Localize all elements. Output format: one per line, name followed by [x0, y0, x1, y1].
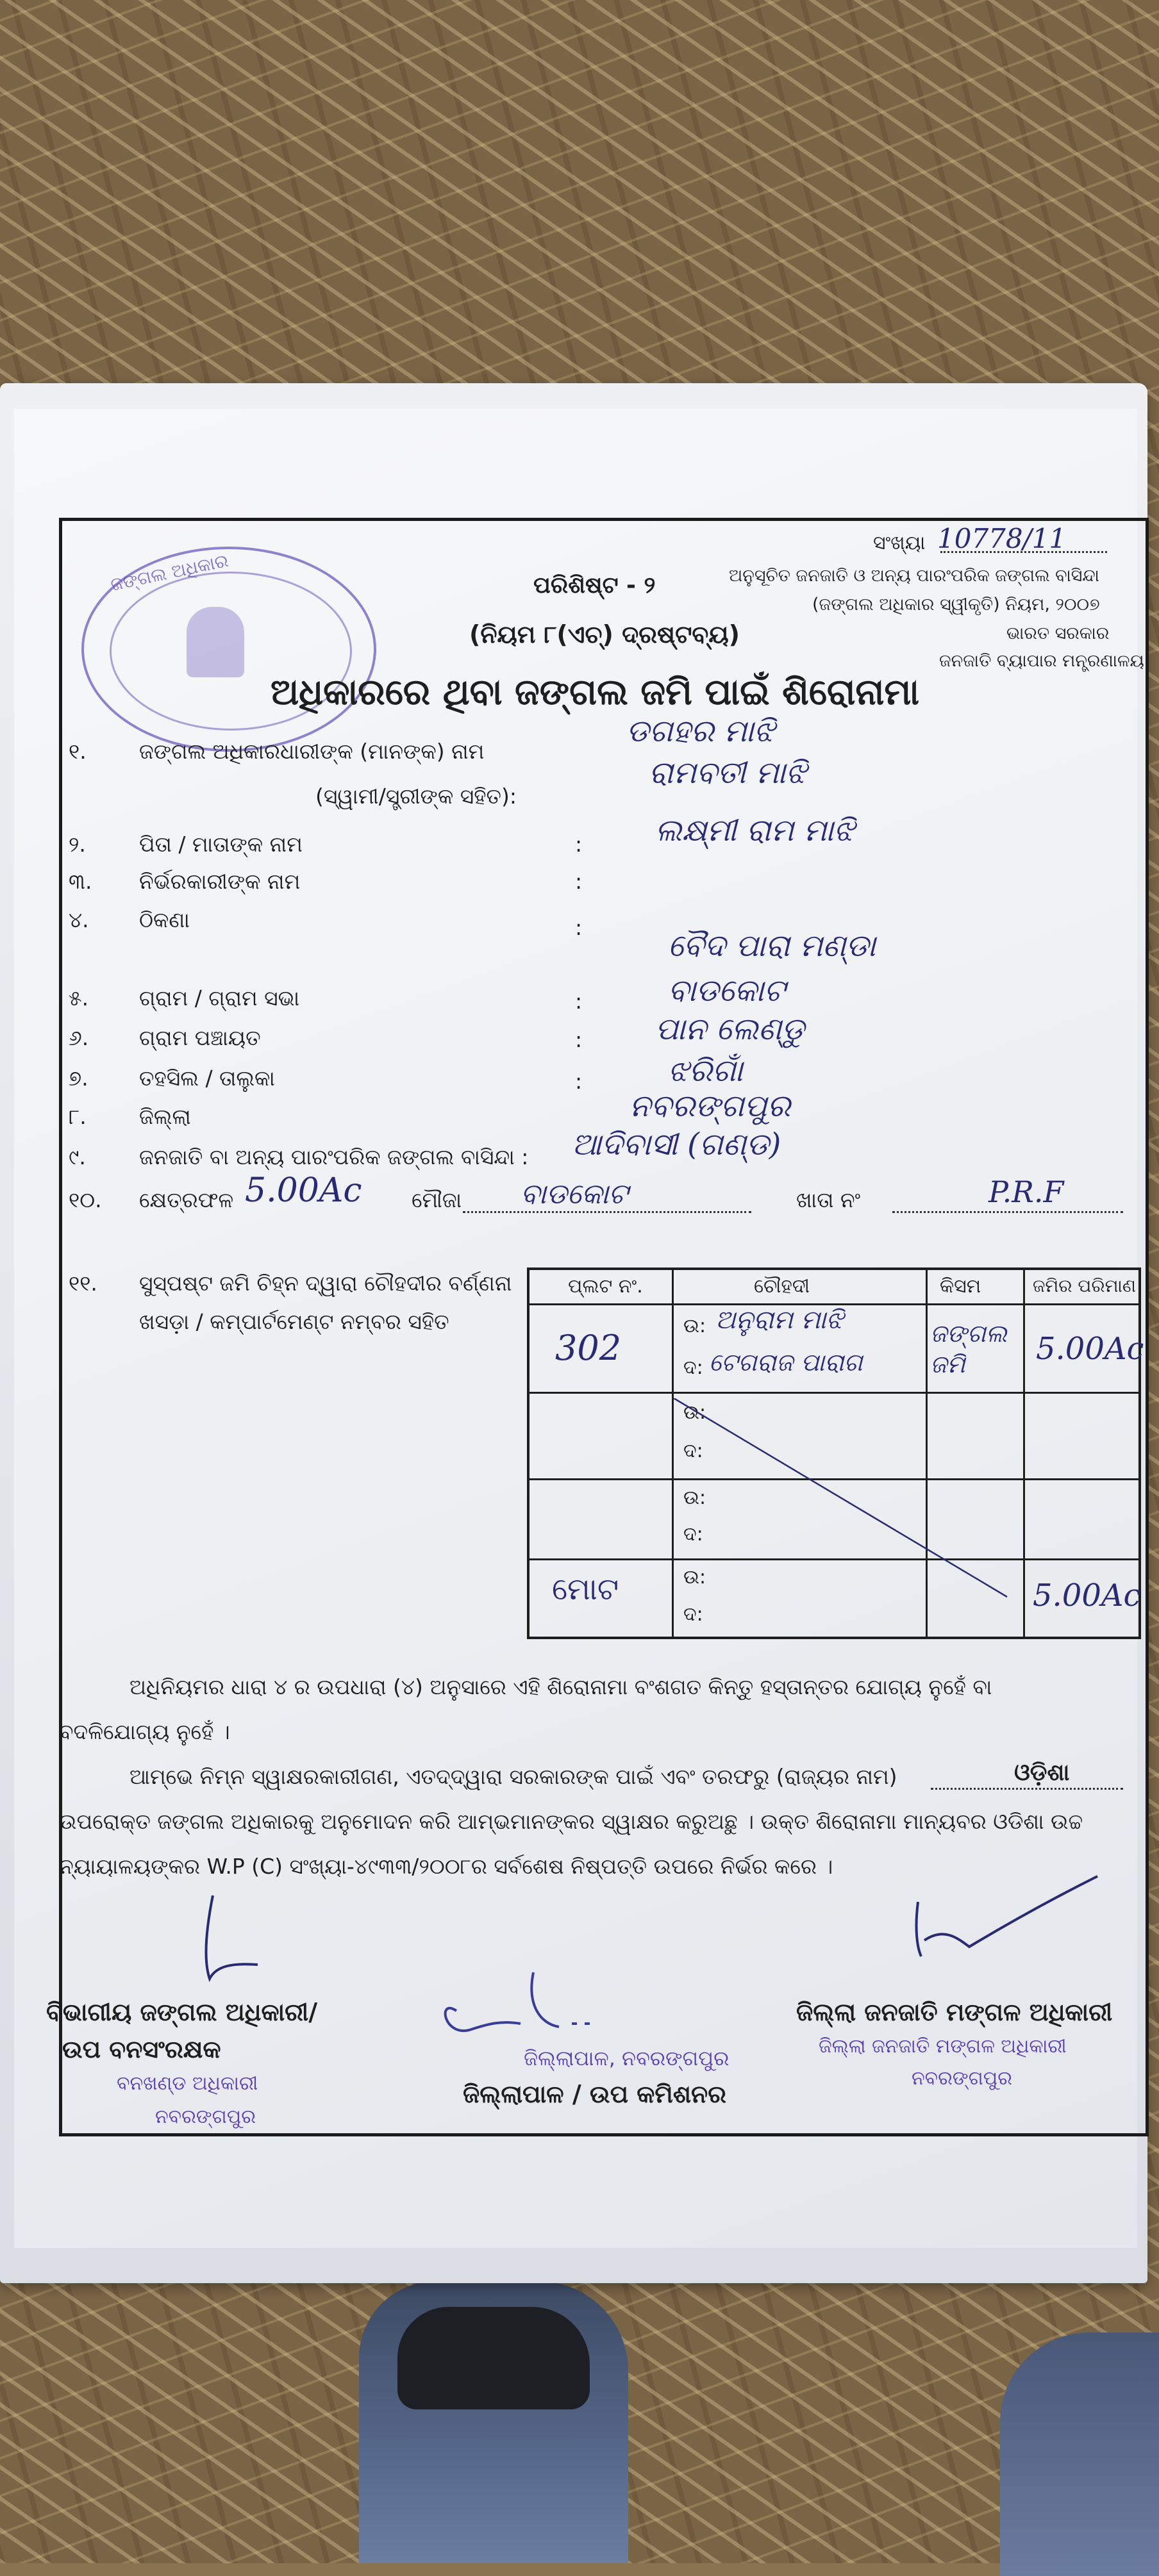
header-right-line-1: ଅନୁସୂଚିତ ଜନଜାତି ଓ ଅନ୍ୟ ପାରଂପରିକ ଜଙ୍ଗଲ ବାସିନ୍ଦା [729, 566, 1099, 586]
table-header-plot: ପ୍ଲଟ ନଂ. [568, 1275, 643, 1298]
table-row-2-d-label: ଦ: [683, 1440, 703, 1462]
field-2-value: ଲକ୍ଷ୍ମୀ ରାମ ମାଝି [655, 813, 855, 848]
table-row-1-d-label: ଦ: [683, 1357, 703, 1379]
para-1-line-2: ବଦଳିଯୋଗ୍ୟ ନୁହେଁ । [59, 1719, 230, 1744]
mouza-value: ବାଡକୋଟ [521, 1178, 628, 1210]
field-7-label: ତହସିଲ / ତାଲୁକା [139, 1066, 275, 1091]
table-header-kisam: କିସମ [940, 1275, 981, 1298]
field-8-label: ଜିଲ୍ଲା [139, 1104, 191, 1129]
field-6-label: ଗ୍ରାମ ପଞ୍ଚାୟତ [139, 1025, 261, 1050]
field-4-value: ବୈଦ ପାରା ମଣ୍ଡା [668, 928, 876, 964]
right-stamp-line-1: ଜିଲ୍ଲା ଜନଜାତି ମଙ୍ଗଳ ଅଧିକାରୀ [819, 2035, 1067, 2058]
header-right-line-2: (ଜଙ୍ଗଲ ଅଧିକାର ସ୍ୱୀକୃତି) ନିୟମ, ୨୦୦୭ [812, 595, 1100, 615]
table-row-2-u-label: ଉ: [683, 1401, 706, 1424]
state-name: ଓଡ଼ିଶା [1014, 1760, 1070, 1786]
certificate-paper [14, 409, 1144, 2248]
left-stamp-line-2: ନବରଙ୍ଗପୁର [155, 2106, 256, 2128]
right-stamp-line-2: ନବରଙ୍ଗପୁର [912, 2067, 1012, 2090]
table-row-1-plot: 302 [555, 1328, 622, 1368]
para-2-line-1: ଆମ୍ଭେ ନିମ୍ନ ସ୍ୱାକ୍ଷରକାରୀଗଣ, ଏତଦ୍‌ଦ୍ୱାରା ସରକାରଙ୍କ ପାଇଁ ଏବଂ ତରଫରୁ (ରାଜ୍ୟର ନାମ) [129, 1764, 897, 1789]
left-stamp-line-1: ବନଖଣ୍ଡ ଅଧିକାରୀ [117, 2072, 258, 2095]
sankhya-label: ସଂଖ୍ୟା [873, 532, 926, 554]
field-6-num: ୬. [69, 1025, 89, 1050]
mouza-label: ମୌଜା [412, 1187, 462, 1212]
field-5-num: ୫. [69, 986, 89, 1011]
document-title: ଅଧିକାରରେ ଥିବା ଜଙ୍ଗଲ ଜମି ପାଇଁ ଶିରୋନାମା [271, 672, 920, 713]
field-5-value: ବାଡକୋଟ [668, 973, 785, 1009]
field-4-num: ୪. [69, 907, 89, 932]
table-row-1-kisam: ଜଙ୍ଗଲ ଜମି [930, 1319, 1007, 1378]
field-1-num: ୧. [69, 739, 87, 764]
table-row-3-d-label: ଦ: [683, 1523, 703, 1546]
field-1b-value: ରାମବତୀ ମାଝି [649, 755, 807, 791]
boot-left [359, 2281, 628, 2563]
field-8-num: ୮. [69, 1104, 87, 1129]
table-total-area: 5.00Ac [1033, 1578, 1141, 1614]
area-value: 5.00Ac [245, 1171, 362, 1210]
field-9-value: ଆଦିବାସୀ (ଗଣ୍ଡ) [572, 1127, 781, 1162]
field-1b-label: (ସ୍ୱାମୀ/ସ୍ତ୍ରୀଙ୍କ ସହିତ): [315, 784, 517, 809]
stamp-text: ଜଙ୍ଗଲ ଅଧିକାର [108, 549, 230, 596]
field-3-label: ନିର୍ଭରକାରୀଙ୍କ ନାମ [139, 869, 301, 894]
field-6-colon: : [575, 1027, 583, 1052]
annexure-label: ପରିଶିଷ୍ଟ - ୨ [533, 572, 656, 599]
table-row-4-u-label: ଉ: [683, 1566, 706, 1589]
middle-stamp-text: ଜିଲ୍ଲାପାଳ, ନବରଙ୍ଗପୁର [524, 2046, 730, 2070]
left-signatory-title-1: ବିଭାଗୀୟ ଜଙ୍ଗଲ ଅଧିକାରୀ/ [46, 1998, 318, 2026]
sankhya-value: 10778/11 [937, 523, 1067, 554]
field-7-colon: : [575, 1069, 583, 1094]
table-row-4-d-label: ଦ: [683, 1603, 703, 1626]
boot-right [1000, 2332, 1159, 2576]
field-3-colon: : [575, 869, 583, 894]
table-row-1-area: 5.00Ac [1036, 1331, 1144, 1367]
table-row-1-u: ଅନୁରାମ ମାଝି [715, 1305, 844, 1335]
table-header-area: ଜମିର ପରିମାଣ [1033, 1275, 1137, 1296]
boundary-num: ୧୧. [69, 1271, 97, 1296]
header-right-line-4: ଜନଜାତି ବ୍ୟାପାର ମନ୍ତ୍ରଣାଳୟ [939, 651, 1144, 671]
field-1-value: ଡଗହର ମାଝି [626, 713, 775, 749]
para-2-line-3: ନ୍ୟାୟାଳୟଙ୍କର W.P (C) ସଂଖ୍ୟା-୪୯୩୩/୨୦୦୮ର ସର୍ବଶେଷ ନିଷ୍ପତ୍ତି ଉପରେ ନିର୍ଭର କରେ । [59, 1854, 833, 1879]
field-3-num: ୩. [69, 869, 92, 894]
para-2-line-2: ଉପରୋକ୍ତ ଜଙ୍ଗଲ ଅଧିକାରକୁ ଅନୁମୋଦନ କରି ଆମ୍ଭମାନଙ୍କର ସ୍ୱାକ୍ଷର କରୁଅଛୁ । ଉକ୍ତ ଶିରୋନାମା ମାନ୍ୟବର ଓଡିଶା ଉଚ୍ଚ [59, 1809, 1083, 1834]
table-row-1-u-label: ଉ: [683, 1315, 706, 1337]
area-num: ୧୦. [69, 1187, 102, 1212]
field-6-value: ପାନ ଲେଣ୍ଡୁ [655, 1011, 805, 1047]
field-2-num: ୨. [69, 832, 86, 857]
field-2-colon: : [575, 832, 583, 857]
khata-value: P.R.F [988, 1175, 1064, 1209]
laminated-sheet [0, 383, 1147, 2283]
rule-reference: (ନିୟମ ୮(ଏଚ୍) ଦ୍ରଷ୍ଟବ୍ୟ) [469, 620, 740, 648]
table-row-1-d: ଟେଗରାଜ ପାରାଗ [709, 1348, 863, 1376]
field-9-label: ଜନଜାତି ବା ଅନ୍ୟ ପାରଂପରିକ ଜଙ୍ଗଲ ବାସିନ୍ଦା : [139, 1144, 529, 1169]
middle-signatory-title: ଜିଲ୍ଲାପାଳ / ଉପ କମିଶନର [463, 2080, 726, 2108]
right-signatory-title: ଜିଲ୍ଲା ଜନଜାତି ମଙ୍ଗଳ ଅଧିକାରୀ [796, 1998, 1113, 2026]
field-4-label: ଠିକଣା [139, 907, 190, 932]
left-signatory-title-2: ଉପ ବନସଂରକ୍ଷକ [62, 2035, 221, 2063]
document-border [59, 518, 1149, 2136]
field-5-label: ଗ୍ରାମ / ଗ୍ରାମ ସଭା [139, 986, 300, 1011]
para-1-line-1: ଅଧିନିୟମର ଧାରା ୪ ର ଉପଧାରା (୪) ଅନୁସାରେ ଏହି ଶିରୋନାମା ବଂଶଗତ କିନ୍ତୁ ହସ୍ତାନ୍ତର ଯୋଗ୍ୟ ନୁହେଁ ବା [129, 1674, 992, 1699]
area-label: କ୍ଷେତ୍ରଫଳ [139, 1187, 234, 1212]
table-header-boundary: ଚୌହଦୀ [754, 1275, 810, 1298]
field-9-num: ୯. [69, 1144, 86, 1169]
field-5-colon: : [575, 989, 583, 1014]
field-1-label: ଜଙ୍ଗଲ ଅଧିକାରଧାରୀଙ୍କ (ମାନଙ୍କ) ନାମ [139, 739, 485, 764]
field-7-value: ଝରିଗାଁ [668, 1053, 743, 1089]
boundary-line-2: ଖସଡ଼ା / କମ୍ପାର୍ଟମେଣ୍ଟ ନମ୍ବର ସହିତ [139, 1309, 449, 1334]
boundary-line-1: ସୁସ୍ପଷ୍ଟ ଜମି ଚିହ୍ନ ଦ୍ୱାରା ଚୌହଦୀର ବର୍ଣ୍ଣନା [139, 1271, 512, 1296]
field-4-colon: : [575, 915, 583, 940]
khata-label: ଖାତା ନଂ [796, 1187, 861, 1212]
field-7-num: ୭. [69, 1066, 88, 1091]
field-8-value: ନବରଙ୍ଗପୁର [630, 1088, 791, 1124]
table-row-3-u-label: ଉ: [683, 1487, 706, 1509]
table-total-label: ମୋଟ [552, 1571, 619, 1607]
field-2-label: ପିତା / ମାତାଙ୍କ ନାମ [139, 832, 303, 857]
header-right-line-3: ଭାରତ ସରକାର [1006, 623, 1110, 643]
